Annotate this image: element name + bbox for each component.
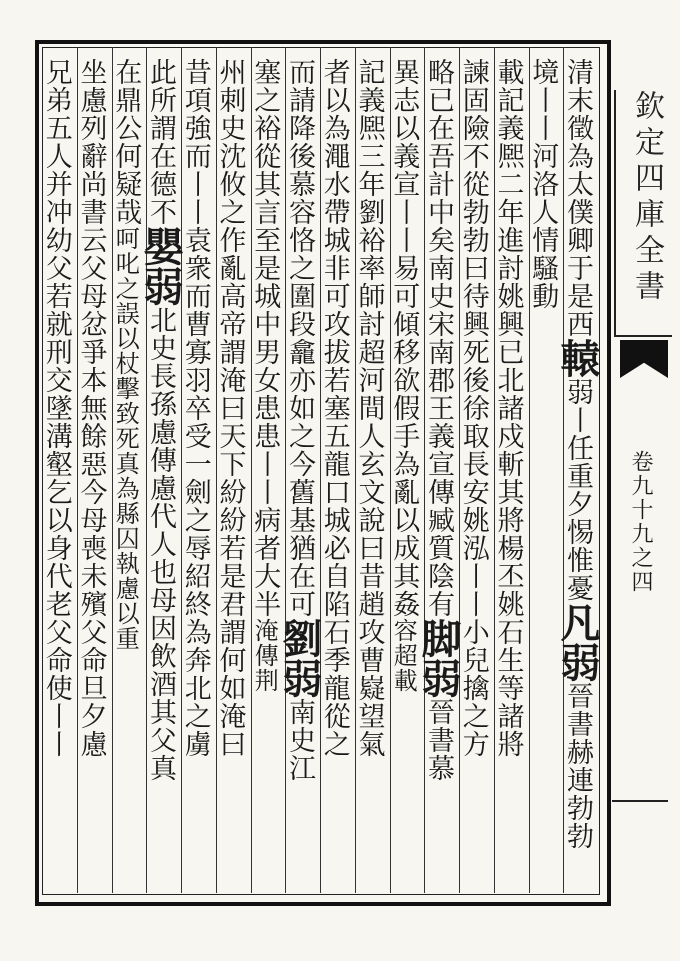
text-column-15 xyxy=(75,58,110,888)
body-text: 此所謂在德不 xyxy=(145,58,176,226)
text-column-12 xyxy=(179,58,214,888)
annotation-text: 呵叱之誤以杖擊致死真為縣囚執慮以重 xyxy=(111,226,140,651)
body-text: 兄弟五人并冲幼父若就刑交墜溝壑乞以身代老父命使丨丨 xyxy=(40,58,72,758)
fish-tail-mark xyxy=(620,340,668,378)
headword: 劉弱 xyxy=(276,618,323,698)
text-column-10 xyxy=(249,58,284,888)
body-text: 載記義熈二年進討姚興已北諸戍斬其將楊丕姚石生等諸將 xyxy=(492,58,524,758)
body-text: 者以為澠水帶城非可攻拔若塞五龍口城必自陷石季龍從之 xyxy=(318,58,350,758)
body-text: 晉書赫連勃勃 xyxy=(562,682,593,850)
body-text: 而請降後慕容恪之圍段龕亦如之今舊基猶在可 xyxy=(284,58,315,618)
body-text: 略已在吾計中矣南史宋南郡王義宣傳臧質陰有 xyxy=(423,58,454,618)
body-text: 坐慮列辭尚書云父母忿爭本無餘惡今母喪未殯父命旦夕慮 xyxy=(75,58,107,758)
body-text: 在鼎公何疑哉 xyxy=(110,58,142,226)
text-column-11 xyxy=(214,58,249,888)
body-text: 諫固險不從勃勃曰待興死後徐取長安姚泓丨丨小兒擒之方 xyxy=(457,58,489,758)
annotation-text: 淹傳荆 xyxy=(250,618,279,693)
text-column-5 xyxy=(415,58,462,888)
text-column-6 xyxy=(388,58,423,888)
body-text: 南史江 xyxy=(284,698,315,782)
page-margin xyxy=(608,40,673,900)
headword: 轅 xyxy=(554,338,601,378)
body-text: 塞之裕從其言至是城中男女患患丨丨病者大半 xyxy=(249,58,281,618)
headword: 脚弱 xyxy=(415,618,462,698)
text-column-1 xyxy=(554,58,601,888)
text-column-2 xyxy=(527,58,562,888)
text-column-4 xyxy=(457,58,492,888)
body-text: 弱丨任重夕惕惟憂 xyxy=(562,378,593,602)
headword: 嬰弱 xyxy=(137,226,184,306)
body-text: 晉書慕 xyxy=(423,698,454,782)
text-column-13 xyxy=(137,58,184,888)
body-text: 異志以義宣丨丨易可傾移欲假手為亂以成其姦 xyxy=(388,58,420,618)
text-column-16 xyxy=(40,58,75,888)
annotation-text: 容超載 xyxy=(389,618,418,693)
text-column-7 xyxy=(353,58,388,888)
text-column-3 xyxy=(492,58,527,888)
body-text: 昔項強而丨丨袁衆而曹寡羽卒受一劍之辱紹終為奔北之虜 xyxy=(179,58,211,758)
body-text: 境丨丨河洛人情騷動 xyxy=(527,58,559,310)
body-text: 北史長孫慮傳慮代人也母因飲酒其父真 xyxy=(145,306,176,782)
body-text: 記義熈三年劉裕率師討超河間人玄文說曰昔趙攻曹嶷望氣 xyxy=(353,58,385,758)
body-text: 州刺史沈攸之作亂高帝謂淹曰天下紛紛若是君謂何如淹曰 xyxy=(214,58,246,758)
text-column-14 xyxy=(110,58,145,888)
body-text: 清末徵為太僕卿于是西 xyxy=(562,58,593,338)
book-title: 欽定四庫全書 xyxy=(614,90,672,337)
text-column-8 xyxy=(318,58,353,888)
juan-number: 卷九十九之四 xyxy=(628,450,653,594)
text-column-9 xyxy=(276,58,323,888)
headword: 凡弱 xyxy=(554,602,601,682)
margin-divider xyxy=(612,800,668,802)
